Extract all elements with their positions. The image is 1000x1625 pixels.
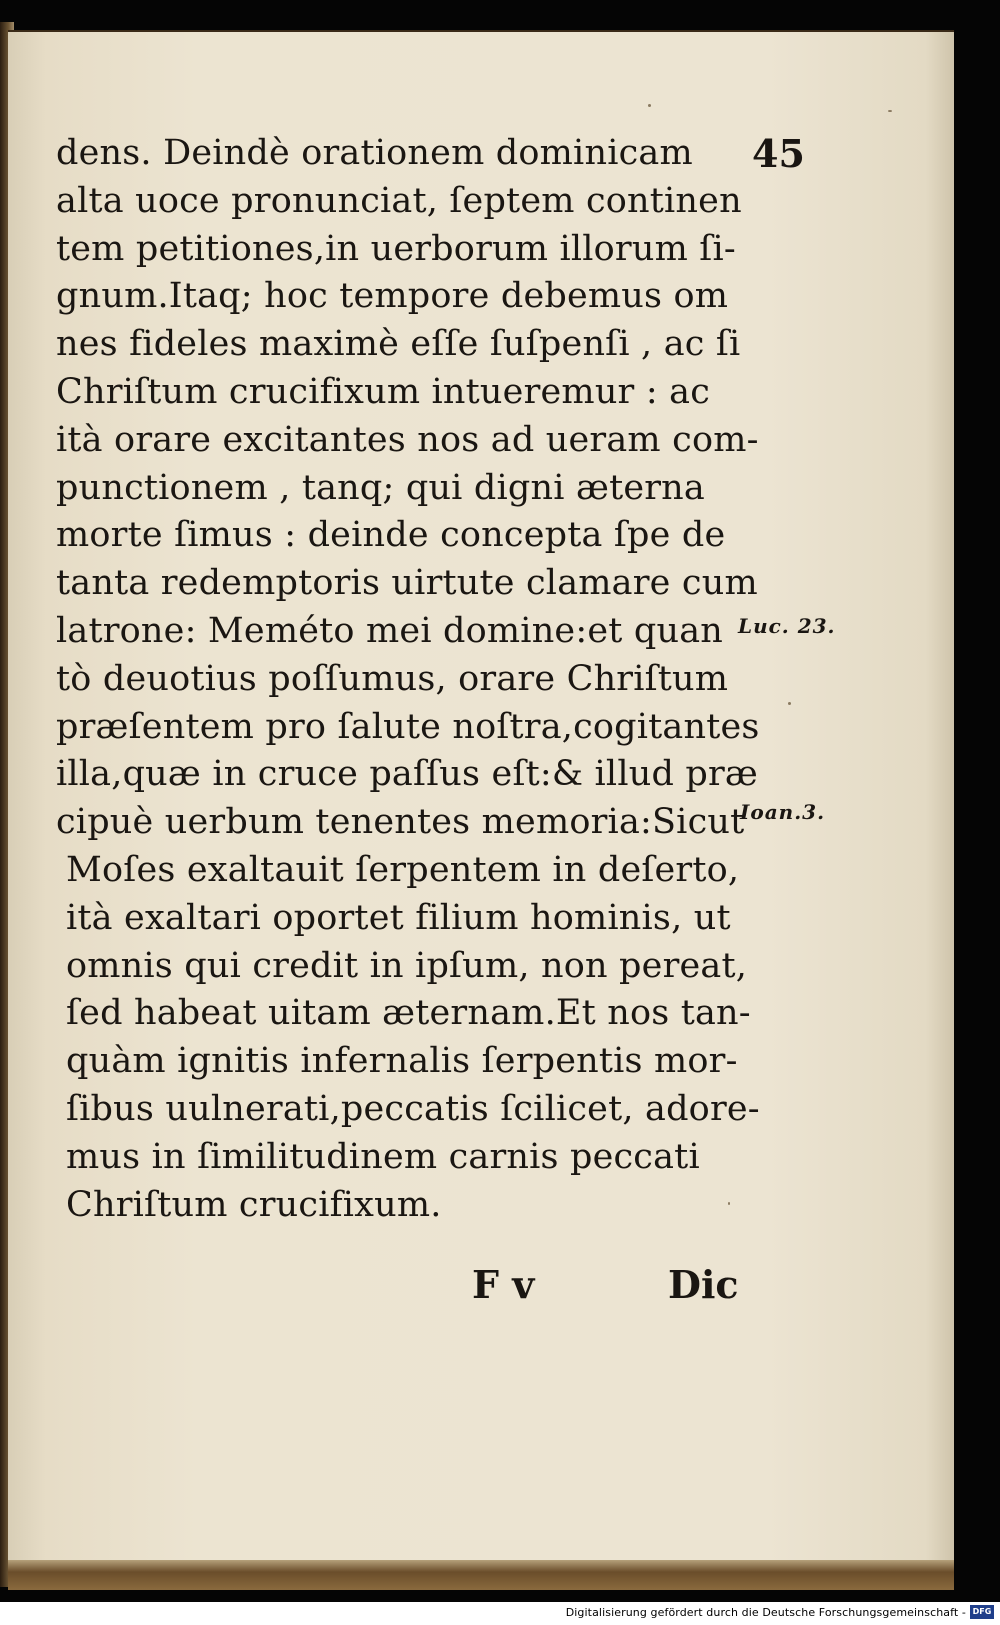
text-line: tò deuotius poſſumus, orare Chriſtum bbox=[56, 658, 729, 699]
text-line: gnum.Itaq; hoc tempore debemus om bbox=[56, 276, 729, 317]
text-line: mus in ſimilitudinem carnis peccati bbox=[66, 1136, 700, 1177]
text-line: ſibus uulnerati,peccatis ſcilicet, adore- bbox=[66, 1088, 760, 1129]
text-line: tanta redemptoris uirtute clamare cum bbox=[56, 563, 758, 604]
text-line: Moſes exaltauit ſerpentem in deſerto, bbox=[66, 849, 740, 890]
text-line: præſentem pro ſalute noſtra,cogitantes bbox=[56, 706, 760, 747]
text-line: Chriſtum crucifixum intueremur : ac bbox=[56, 371, 711, 412]
text-line: ſed habeat uitam æternam.Et nos tan- bbox=[66, 993, 751, 1034]
main-text-block bbox=[56, 130, 760, 1229]
margin-note-ioan: Ioan.3. bbox=[740, 800, 826, 824]
page-number: 45 bbox=[752, 131, 805, 176]
paper-speck bbox=[788, 702, 791, 705]
text-line: ità exaltari oportet filium hominis, ut bbox=[66, 897, 731, 938]
text-line: punctionem , tanq; qui digni æterna bbox=[56, 467, 705, 508]
text-line: ità orare excitantes nos ad ueram com- bbox=[56, 419, 759, 460]
dfg-logo: DFG bbox=[970, 1605, 994, 1619]
margin-note-luc: Luc. 23. bbox=[738, 614, 836, 638]
text-line: dens. Deindè orationem dominicam bbox=[56, 133, 693, 173]
credit-text: Digitalisierung gefördert durch die Deutsche Forschungsgemeinschaft - bbox=[565, 1606, 966, 1619]
catchword: Dic bbox=[668, 1262, 739, 1307]
text-line: quàm ignitis infernalis ſerpentis mor- bbox=[66, 1041, 738, 1082]
text-line: tem petitiones,in uerborum illorum ſi- bbox=[56, 228, 736, 269]
text-line: nes fideles maximè eſſe ſuſpenſi , ac ſi bbox=[56, 324, 741, 365]
text-line: morte ſimus : deinde concepta ſpe de bbox=[56, 515, 726, 556]
text-line: illa,quæ in cruce paſſus eſt:& illud præ bbox=[56, 754, 759, 795]
text-line: latrone: Meméto mei domine:et quan bbox=[56, 610, 723, 651]
text-line: omnis qui credit in ipſum, non pereat, bbox=[66, 945, 748, 986]
text-line: alta uoce pronunciat, ſeptem continen bbox=[56, 180, 742, 221]
signature-mark: F v bbox=[472, 1262, 535, 1307]
paper-speck bbox=[648, 104, 651, 107]
page-bottom-edge bbox=[8, 1560, 954, 1590]
credit-bar bbox=[0, 1602, 1000, 1625]
text-line: Chriſtum crucifixum. bbox=[66, 1184, 442, 1225]
text-line: cipuè uerbum tenentes memoria:Sicut bbox=[56, 802, 745, 843]
paper-speck bbox=[888, 110, 892, 112]
